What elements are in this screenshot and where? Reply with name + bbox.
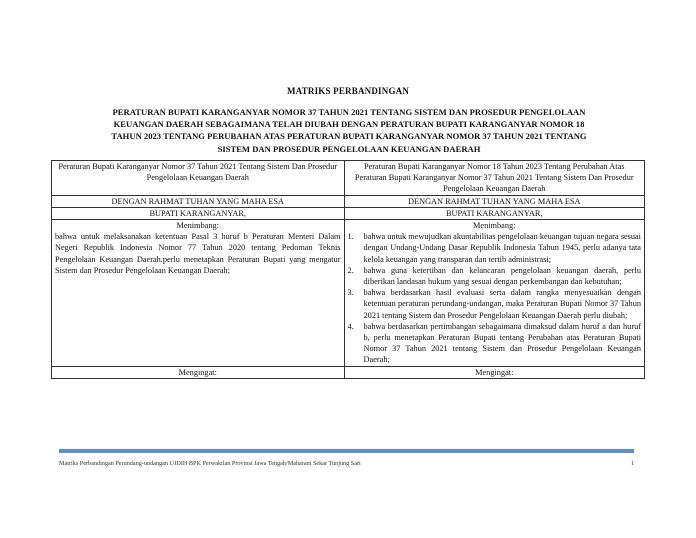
list-item <box>348 287 641 321</box>
subtitle-line: PERATURAN BUPATI KARANGANYAR NOMOR 37 TAHUN 2021 TENTANG SISTEM DAN PROSEDUR PENGELOLAAN <box>112 107 586 117</box>
right-mengingat-label: Mengingat: <box>344 366 644 378</box>
table-header-row <box>52 161 645 196</box>
document-subtitle <box>66 106 632 155</box>
footer-divider <box>59 449 634 453</box>
page-number: 1 <box>630 460 634 467</box>
list-item-number: 1. <box>347 232 354 242</box>
list-item-text: bahwa untuk mewujudkan akuntabilitas pengelolaan keuangan tujuan negara sesuai dengan Undang-Undang Dasar Republik Indonesia Tahun 1945, perlu adanya tata kelola keuangan yang transparan dan tertib administrasi; <box>363 232 641 264</box>
list-item-number: 4. <box>347 321 354 331</box>
left-column-header: Peraturan Bupati Karanganyar Nomor 37 Tahun 2021 Tentang Sistem Dan Prosedur Pengelolaan Keuangan Daerah <box>52 161 345 196</box>
list-item <box>348 231 641 265</box>
left-ketuhanan: DENGAN RAHMAT TUHAN YANG MAHA ESA <box>52 195 345 207</box>
subtitle-line: KEUANGAN DAERAH SEBAGAIMANA TELAH DIUBAH DENGAN PERATURAN BUPATI KARANGANYAR NOMOR 18 <box>113 119 585 130</box>
list-item <box>348 265 641 287</box>
document-title: MATRIKS PERBANDINGAN <box>286 86 410 96</box>
list-item-text: bahwa berdasarkan hasil evaluasi serta dalam rangka menyesuaikan dengan ketentuan peraturan perundang-undangan, maka Peraturan Bupati Nomor 37 Tahun 2021 tentang Sistem dan Prosedur Pengelolaan Keuangan Daerah perlu diubah; <box>363 288 641 320</box>
left-jabatan: BUPATI KARANGANYAR, <box>52 207 345 219</box>
right-menimbang-label: Menimbang: <box>473 221 516 231</box>
comparison-table <box>51 160 645 379</box>
subtitle-line: SISTEM DAN PROSEDUR PENGELOLAAN KEUANGAN DAERAH <box>217 143 481 154</box>
list-item <box>348 321 641 366</box>
list-item-number: 2. <box>347 265 354 275</box>
table-row <box>52 220 645 367</box>
table-row <box>52 207 645 219</box>
page-footer <box>59 460 634 467</box>
left-menimbang-text: bahwa untuk melaksanakan ketentuan Pasal 3 huruf b Peraturan Menteri Dalam Negeri Republik Indonesia Nomor 77 Tahun 2020 tentang Pedoman Teknis Pengelolaan Keuangan Daerah.perlu menetapkan Peraturan Bupati yang mengatur Sistem dan Prosedur Pengelolaan Keuangan Daerah; <box>55 232 341 275</box>
right-menimbang-list <box>348 231 641 365</box>
list-item-text: bahwa berdasarkan pertimbangan sebagaimana dimaksud dalam huruf a dan huruf b, perlu menetapkan Peraturan Bupati tentang Perubahan atas Peraturan Bupati Nomor 37 Tahun 2021 tentang Sistem dan Prosedur Pengelolaan Keuangan Daerah; <box>363 321 641 365</box>
subtitle-line: TAHUN 2023 TENTANG PERUBAHAN ATAS PERATURAN BUPATI KARANGANYAR NOMOR 37 TAHUN 2021 TENTANG <box>111 131 587 142</box>
left-mengingat-label: Mengingat: <box>52 366 345 378</box>
right-ketuhanan: DENGAN RAHMAT TUHAN YANG MAHA ESA <box>344 195 644 207</box>
list-item-number: 3. <box>347 288 354 298</box>
right-menimbang-cell <box>344 220 644 367</box>
list-item-text: bahwa guna ketertiban dan kelancaran pengelolaan keuangan daerah, perlu diberikan landasan hukum yang sesuai dengan perkembangan dan kebutuhan; <box>363 265 641 287</box>
table-row <box>52 366 645 378</box>
right-column-header: Peraturan Bupati Karanganyar Nomor 18 Tahun 2023 Tentang Perubahan Atas Peraturan Bupati Karanganyar Nomor 37 Tahun 2021 Tentang Sistem Dan Prosedur Pengelolaan Keuangan Daerah <box>344 161 644 196</box>
right-jabatan: BUPATI KARANGANYAR, <box>344 207 644 219</box>
left-menimbang-label: Menimbang: <box>176 221 219 231</box>
footer-text: Matriks Perbandingan Perundang-undangan UJDIH BPK Perwakilan Provinsi Jawa Tengah/Maharani Sekar Tunjung Sari <box>59 460 361 467</box>
table-row <box>52 195 645 207</box>
left-menimbang-cell <box>52 220 345 367</box>
